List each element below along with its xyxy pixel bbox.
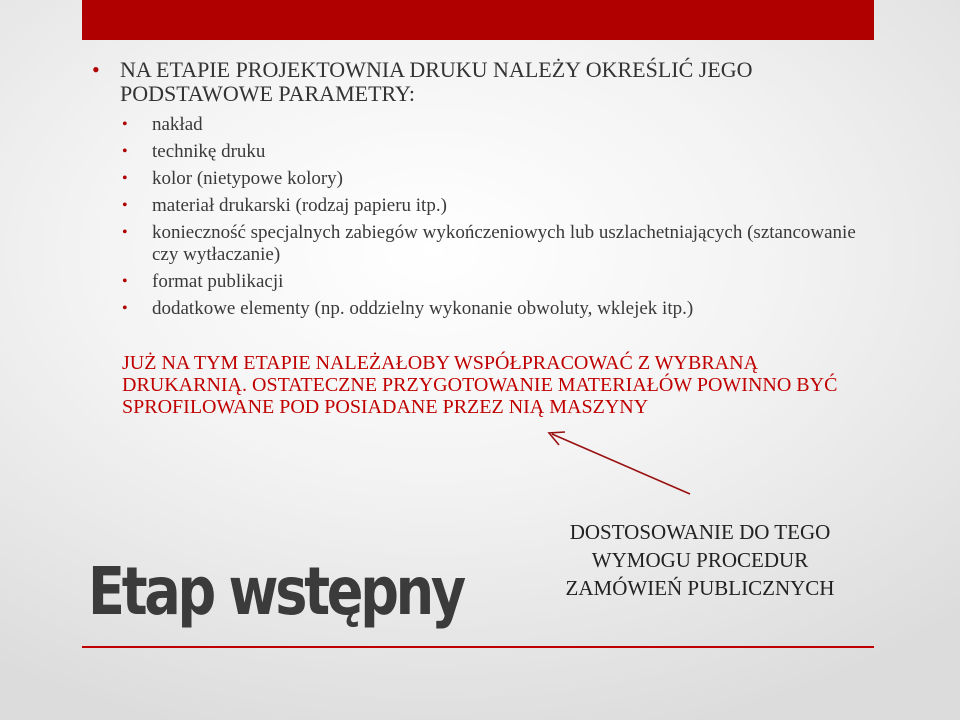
main-heading: NA ETAPIE PROJEKTOWNIA DRUKU NALEŻY OKREŚLIĆ JEGO PODSTAWOWE PARAMETRY:	[120, 57, 753, 106]
list-item	[120, 298, 882, 320]
bullet-icon: •	[122, 300, 128, 317]
top-accent-bar	[82, 0, 874, 40]
bullet-icon: •	[92, 57, 100, 82]
list-item-text: dodatkowe elementy (np. oddzielny wykonanie obwoluty, wklejek itp.)	[152, 298, 694, 319]
procurement-note: DOSTOSOWANIE DO TEGO WYMOGU PROCEDUR ZAMÓWIEŃ PUBLICZNYCH	[565, 520, 835, 600]
list-item-text: kolor (nietypowe kolory)	[152, 168, 344, 189]
bullet-icon: •	[122, 170, 128, 187]
bullet-icon: •	[122, 143, 128, 160]
list-item-text: technikę druku	[152, 141, 266, 162]
list-item	[120, 114, 882, 136]
list-item-text: format publikacji	[152, 271, 284, 292]
list-item	[120, 168, 882, 190]
bullet-icon: •	[122, 197, 128, 214]
bullet-icon: •	[122, 116, 128, 133]
list-item-text: nakład	[152, 114, 203, 135]
title-underline	[82, 646, 874, 648]
parameter-list	[120, 114, 882, 320]
printer-cooperation-note: JUŻ NA TYM ETAPIE NALEŻAŁOBY WSPÓŁPRACOWAĆ Z WYBRANĄ DRUKARNIĄ. OSTATECZNE PRZYGOTOWANIE MATERIAŁÓW POWINNO BYĆ SPROFILOWANE POD POSIADANE PRZEZ NIĄ MASZYNY	[122, 352, 838, 418]
list-item	[120, 141, 882, 163]
bullet-icon: •	[122, 273, 128, 290]
list-item	[120, 195, 882, 217]
bullet-icon: •	[122, 224, 128, 241]
main-bullet-list	[92, 58, 882, 325]
main-list-item	[92, 58, 882, 320]
list-item-text: materiał drukarski (rodzaj papieru itp.)	[152, 195, 447, 216]
slide-title: Etap wstępny	[88, 553, 463, 630]
list-item	[120, 271, 882, 293]
list-item	[120, 222, 882, 266]
list-item-text: konieczność specjalnych zabiegów wykończeniowych lub uszlachetniających (sztancowanie czy wytłaczanie)	[152, 222, 856, 265]
